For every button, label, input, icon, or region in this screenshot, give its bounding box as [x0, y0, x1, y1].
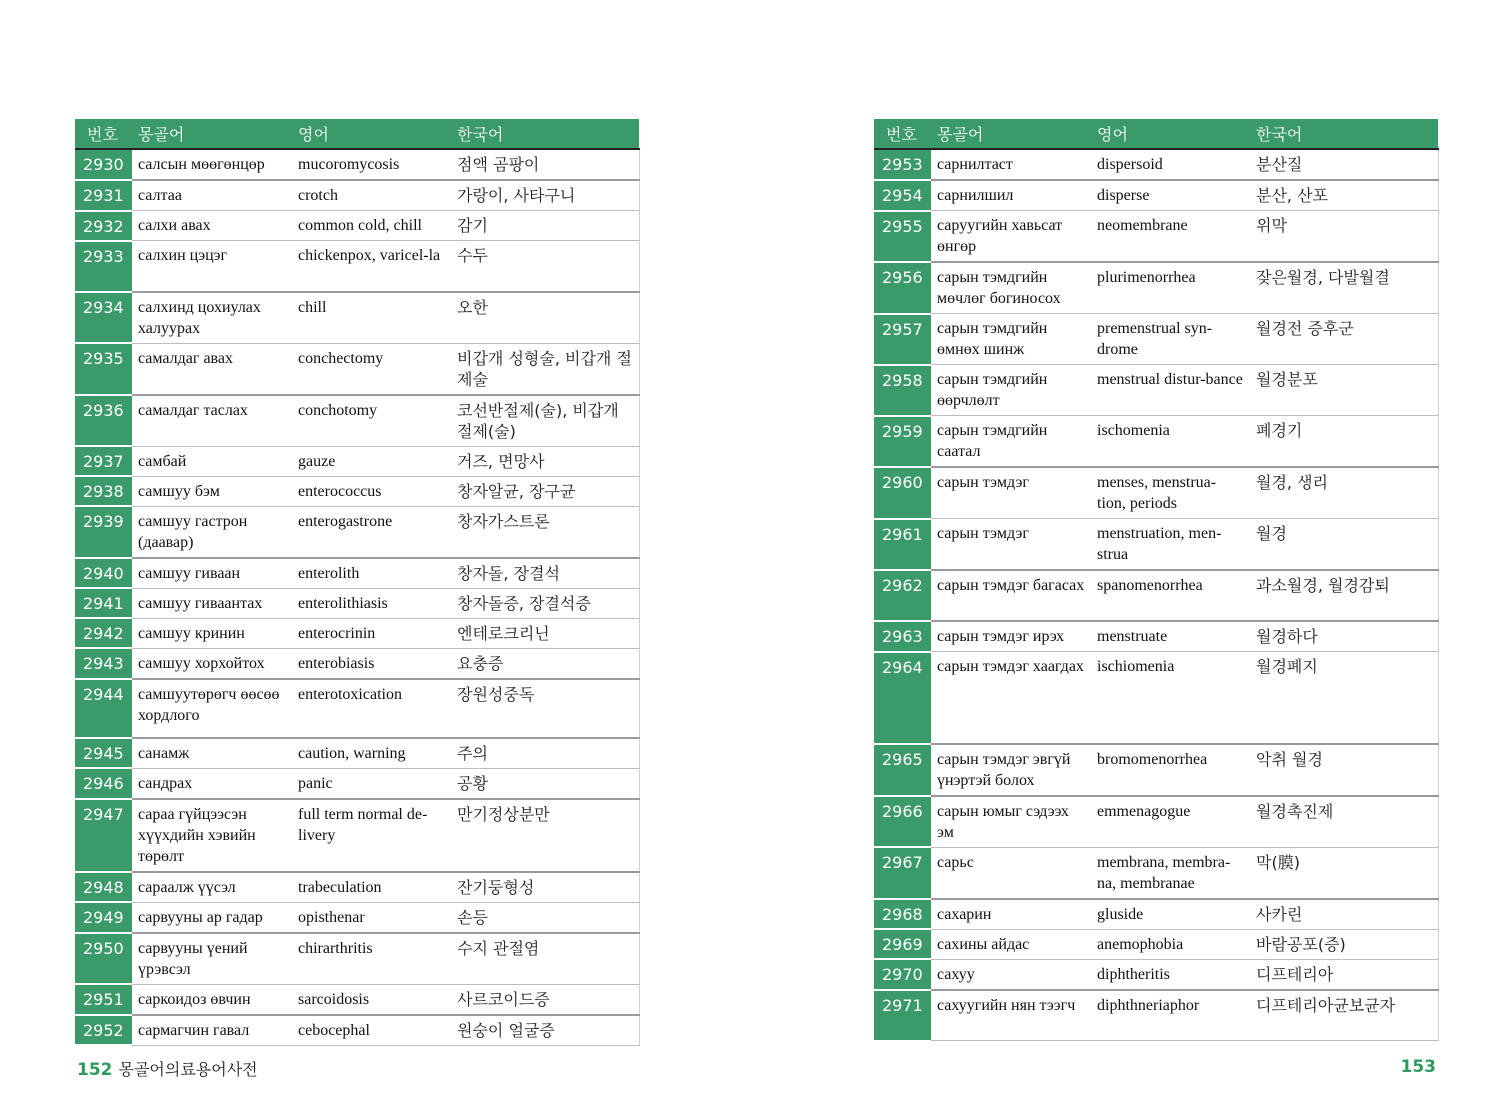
mongolian-term: салхинд цохиулах халуурах [132, 292, 292, 344]
korean-term: 창자알균, 장구균 [451, 476, 639, 506]
korean-term: 감기 [451, 211, 639, 241]
table-row [75, 395, 639, 447]
mongolian-term: сарын юмыг сэдээх эм [931, 796, 1091, 848]
page-number-right: 153 [1400, 1057, 1436, 1077]
english-term: spanomenorrhea [1091, 570, 1250, 621]
korean-term: 공황 [451, 768, 639, 799]
english-term: enterococcus [292, 476, 451, 506]
mongolian-term: сарын тэмдгийн мөчлөг богиносох [931, 262, 1091, 314]
mongolian-term: салтаа [132, 180, 292, 211]
mongolian-term: салсын мөөгөнцөр [132, 149, 292, 180]
entry-number: 2935 [75, 343, 132, 395]
korean-term: 악취 월경 [1250, 744, 1438, 796]
entry-number: 2963 [874, 621, 931, 652]
english-term: opisthenar [292, 902, 451, 933]
english-term: caution, warning [292, 738, 451, 769]
english-term: emmenagogue [1091, 796, 1250, 848]
mongolian-term: сарьс [931, 847, 1091, 899]
mongolian-term: самшуу бэм [132, 476, 292, 506]
table-row [874, 899, 1438, 930]
korean-term: 잦은월경, 다발월결 [1250, 262, 1438, 314]
table-row [874, 959, 1438, 990]
english-term: menstruation, men-strua [1091, 519, 1250, 571]
table-header-row [874, 119, 1438, 149]
entry-number: 2942 [75, 618, 132, 648]
korean-term: 거즈, 면망사 [451, 446, 639, 476]
english-term: cebocephal [292, 1015, 451, 1046]
korean-term: 가랑이, 사타구니 [451, 180, 639, 211]
entry-number: 2930 [75, 149, 132, 180]
entry-number: 2962 [874, 570, 931, 621]
table-row [874, 519, 1438, 571]
mongolian-term: сарнилшил [931, 180, 1091, 211]
header-mongolian: 몽골어 [132, 119, 292, 149]
mongolian-term: самшуу хорхойтох [132, 648, 292, 679]
korean-term: 코선반절제(술), 비갑개 절제(술) [451, 395, 639, 447]
table-row [75, 558, 639, 589]
table-row [75, 588, 639, 618]
korean-term: 월경전 증후군 [1250, 314, 1438, 365]
english-term: full term normal de-livery [292, 799, 451, 872]
english-term: enterocrinin [292, 618, 451, 648]
korean-term: 사르코이드증 [451, 984, 639, 1015]
english-term: anemophobia [1091, 929, 1250, 959]
english-term: menstrual distur-bance [1091, 365, 1250, 416]
korean-term: 장원성중독 [451, 679, 639, 738]
entry-number: 2943 [75, 648, 132, 679]
entry-number: 2939 [75, 506, 132, 558]
english-term: gauze [292, 446, 451, 476]
korean-term: 바람공포(증) [1250, 929, 1438, 959]
english-term: bromomenorrhea [1091, 744, 1250, 796]
mongolian-term: сандрах [132, 768, 292, 799]
korean-term: 월경폐지 [1250, 652, 1438, 744]
table-row [75, 343, 639, 395]
english-term: enterogastrone [292, 506, 451, 558]
korean-term: 분산, 산포 [1250, 180, 1438, 211]
english-term: conchectomy [292, 343, 451, 395]
korean-term: 월경, 생리 [1250, 467, 1438, 519]
mongolian-term: сарын тэмдэг хаагдах [931, 652, 1091, 744]
korean-term: 월경하다 [1250, 621, 1438, 652]
korean-term: 폐경기 [1250, 416, 1438, 468]
mongolian-term: сараа гүйцээсэн хүүхдийн хэвийн төрөлт [132, 799, 292, 872]
entry-number: 2947 [75, 799, 132, 872]
korean-term: 주의 [451, 738, 639, 769]
korean-term: 막(膜) [1250, 847, 1438, 899]
mongolian-term: салхин цэцэг [132, 241, 292, 292]
korean-term: 창자가스트론 [451, 506, 639, 558]
korean-term: 엔테로크리닌 [451, 618, 639, 648]
korean-term: 과소월경, 월경감퇴 [1250, 570, 1438, 621]
mongolian-term: сарын тэмдгийн өмнөх шинж [931, 314, 1091, 365]
mongolian-term: сахины айдас [931, 929, 1091, 959]
entry-number: 2941 [75, 588, 132, 618]
entry-number: 2948 [75, 872, 132, 903]
korean-term: 창자돌증, 장결석증 [451, 588, 639, 618]
mongolian-term: сарын тэмдэг ирэх [931, 621, 1091, 652]
table-row [75, 933, 639, 985]
korean-term: 만기정상분만 [451, 799, 639, 872]
table-row [75, 211, 639, 241]
table-row [874, 929, 1438, 959]
table-row [874, 365, 1438, 416]
english-term: common cold, chill [292, 211, 451, 241]
mongolian-term: сарвууны ар гадар [132, 902, 292, 933]
table-row [75, 1015, 639, 1046]
mongolian-term: салхи авах [132, 211, 292, 241]
mongolian-term: сармагчин гавал [132, 1015, 292, 1046]
mongolian-term: сарнилтаст [931, 149, 1091, 180]
entry-number: 2970 [874, 959, 931, 990]
english-term: menstruate [1091, 621, 1250, 652]
entry-number: 2960 [874, 467, 931, 519]
mongolian-term: сарвууны үений үрэвсэл [132, 933, 292, 985]
mongolian-term: сарын тэмдэг эвгүй үнэртэй болох [931, 744, 1091, 796]
korean-term: 비갑개 성형술, 비갑개 절제술 [451, 343, 639, 395]
table-row [874, 570, 1438, 621]
mongolian-term: сараалж үүсэл [132, 872, 292, 903]
entry-number: 2959 [874, 416, 931, 468]
table-row [874, 621, 1438, 652]
korean-term: 디프테리아 [1250, 959, 1438, 990]
table-row [75, 872, 639, 903]
korean-term: 오한 [451, 292, 639, 344]
entry-number: 2946 [75, 768, 132, 799]
english-term: disperse [1091, 180, 1250, 211]
entry-number: 2967 [874, 847, 931, 899]
english-term: diphthneriaphor [1091, 990, 1250, 1041]
english-term: sarcoidosis [292, 984, 451, 1015]
entry-number: 2965 [874, 744, 931, 796]
mongolian-term: сахарин [931, 899, 1091, 930]
mongolian-term: самшуу кринин [132, 618, 292, 648]
header-korean: 한국어 [451, 119, 639, 149]
english-term: enterobiasis [292, 648, 451, 679]
header-mongolian: 몽골어 [931, 119, 1091, 149]
mongolian-term: сахуу [931, 959, 1091, 990]
mongolian-term: саркоидоз өвчин [132, 984, 292, 1015]
korean-term: 월경촉진제 [1250, 796, 1438, 848]
table-row [75, 902, 639, 933]
table-row [75, 618, 639, 648]
korean-term: 손등 [451, 902, 639, 933]
entry-number: 2936 [75, 395, 132, 447]
table-row [75, 149, 639, 180]
korean-term: 월경분포 [1250, 365, 1438, 416]
korean-term: 잔기둥형성 [451, 872, 639, 903]
table-row [75, 476, 639, 506]
english-term: neomembrane [1091, 211, 1250, 263]
english-term: menses, menstrua-tion, periods [1091, 467, 1250, 519]
entry-number: 2968 [874, 899, 931, 930]
entry-number: 2954 [874, 180, 931, 211]
korean-term: 요충증 [451, 648, 639, 679]
entry-number: 2971 [874, 990, 931, 1041]
table-row [75, 446, 639, 476]
right-term-table [874, 119, 1439, 1042]
mongolian-term: сарын тэмдгийн саатал [931, 416, 1091, 468]
page-number-left: 152 [77, 1060, 113, 1080]
table-row [874, 652, 1438, 744]
entry-number: 2953 [874, 149, 931, 180]
korean-term: 분산질 [1250, 149, 1438, 180]
mongolian-term: самшуутөрөгч өөсөө хордлого [132, 679, 292, 738]
entry-number: 2945 [75, 738, 132, 769]
mongolian-term: самалдаг авах [132, 343, 292, 395]
english-term: panic [292, 768, 451, 799]
english-term: gluside [1091, 899, 1250, 930]
korean-term: 원숭이 얼굴증 [451, 1015, 639, 1046]
english-term: mucoromycosis [292, 149, 451, 180]
header-english: 영어 [292, 119, 451, 149]
entry-number: 2950 [75, 933, 132, 985]
table-row [874, 847, 1438, 899]
english-term: diphtheritis [1091, 959, 1250, 990]
korean-term: 수두 [451, 241, 639, 292]
english-term: enterolith [292, 558, 451, 589]
left-page-footer [77, 1057, 258, 1080]
english-term: chill [292, 292, 451, 344]
mongolian-term: сарын тэмдгийн өөрчлөлт [931, 365, 1091, 416]
mongolian-term: самшуу гастрон (даавар) [132, 506, 292, 558]
table-row [75, 506, 639, 558]
korean-term: 점액 곰팡이 [451, 149, 639, 180]
english-term: dispersoid [1091, 149, 1250, 180]
table-row [874, 796, 1438, 848]
entry-number: 2934 [75, 292, 132, 344]
entry-number: 2964 [874, 652, 931, 744]
table-row [874, 416, 1438, 468]
mongolian-term: санамж [132, 738, 292, 769]
table-row [874, 314, 1438, 365]
header-number: 번호 [874, 119, 931, 149]
entry-number: 2961 [874, 519, 931, 571]
table-row [75, 292, 639, 344]
english-term: enterotoxication [292, 679, 451, 738]
entry-number: 2940 [75, 558, 132, 589]
table-row [874, 467, 1438, 519]
table-row [75, 768, 639, 799]
table-header-row [75, 119, 639, 149]
entry-number: 2966 [874, 796, 931, 848]
entry-number: 2958 [874, 365, 931, 416]
table-row [874, 990, 1438, 1041]
english-term: membrana, membra-na, membranae [1091, 847, 1250, 899]
entry-number: 2949 [75, 902, 132, 933]
table-row [874, 211, 1438, 263]
english-term: trabeculation [292, 872, 451, 903]
entry-number: 2944 [75, 679, 132, 738]
entry-number: 2931 [75, 180, 132, 211]
korean-term: 수지 관절염 [451, 933, 639, 985]
header-korean: 한국어 [1250, 119, 1438, 149]
mongolian-term: сахуугийн нян тээгч [931, 990, 1091, 1041]
korean-term: 디프테리아균보균자 [1250, 990, 1438, 1041]
header-number: 번호 [75, 119, 132, 149]
english-term: ischomenia [1091, 416, 1250, 468]
mongolian-term: самшуу гиваантах [132, 588, 292, 618]
mongolian-term: сарын тэмдэг [931, 519, 1091, 571]
entry-number: 2938 [75, 476, 132, 506]
english-term: enterolithiasis [292, 588, 451, 618]
korean-term: 위막 [1250, 211, 1438, 263]
mongolian-term: сарын тэмдэг [931, 467, 1091, 519]
entry-number: 2951 [75, 984, 132, 1015]
mongolian-term: саруугийн хавьсат өнгөр [931, 211, 1091, 263]
entry-number: 2955 [874, 211, 931, 263]
entry-number: 2957 [874, 314, 931, 365]
table-row [75, 679, 639, 738]
table-row [874, 149, 1438, 180]
english-term: premenstrual syn-drome [1091, 314, 1250, 365]
table-row [75, 799, 639, 872]
table-row [874, 180, 1438, 211]
english-term: chirarthritis [292, 933, 451, 985]
mongolian-term: сарын тэмдэг багасах [931, 570, 1091, 621]
korean-term: 창자돌, 장결석 [451, 558, 639, 589]
entry-number: 2956 [874, 262, 931, 314]
korean-term: 사카린 [1250, 899, 1438, 930]
entry-number: 2932 [75, 211, 132, 241]
english-term: plurimenorrhea [1091, 262, 1250, 314]
table-row [75, 241, 639, 292]
english-term: conchotomy [292, 395, 451, 447]
mongolian-term: самалдаг таслах [132, 395, 292, 447]
table-row [75, 738, 639, 769]
mongolian-term: самбай [132, 446, 292, 476]
mongolian-term: самшуу гиваан [132, 558, 292, 589]
entry-number: 2952 [75, 1015, 132, 1046]
header-english: 영어 [1091, 119, 1250, 149]
english-term: crotch [292, 180, 451, 211]
korean-term: 월경 [1250, 519, 1438, 571]
table-row [874, 744, 1438, 796]
left-term-table [75, 119, 640, 1046]
table-row [75, 648, 639, 679]
english-term: ischiomenia [1091, 652, 1250, 744]
entry-number: 2937 [75, 446, 132, 476]
table-row [75, 984, 639, 1015]
english-term: chickenpox, varicel-la [292, 241, 451, 292]
table-row [874, 262, 1438, 314]
book-title: 몽골어의료용어사전 [118, 1060, 258, 1079]
table-row [75, 180, 639, 211]
entry-number: 2969 [874, 929, 931, 959]
entry-number: 2933 [75, 241, 132, 292]
